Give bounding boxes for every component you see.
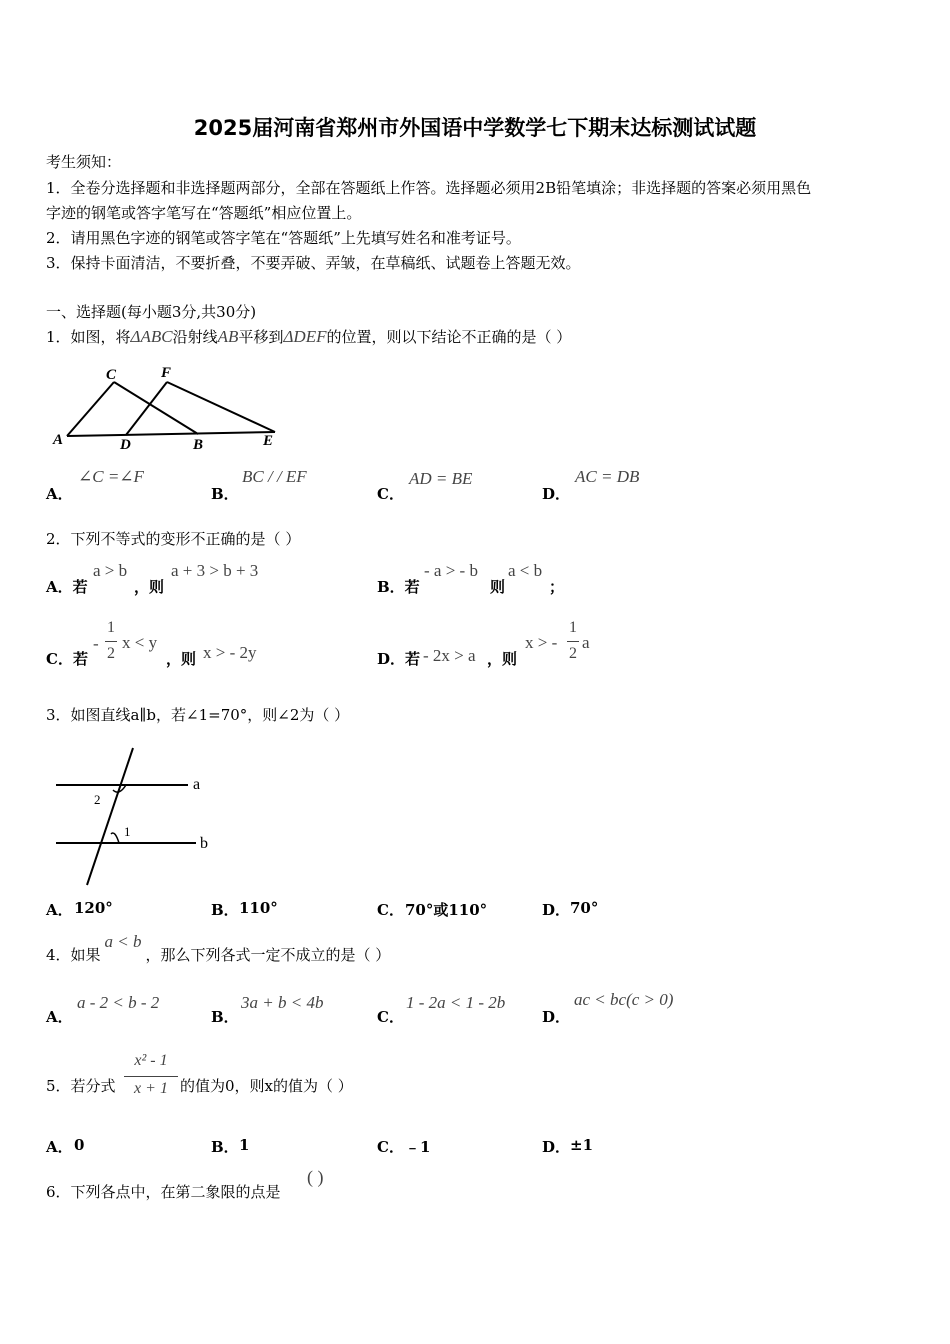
notice-item-1b: 字迹的钢笔或答字笔写在“答题纸”相应位置上。 [46, 204, 362, 222]
q1-option-d[interactable]: AC = DB [575, 467, 640, 486]
q2-option-c-then: ，则 [166, 650, 197, 668]
question-1-stem: 1．如图，将ΔABC沿射线AB平移到ΔDEF的位置，则以下结论不正确的是（ ） [46, 327, 572, 346]
q5-frac-bar [124, 1076, 178, 1077]
q2-option-a-cond[interactable]: a > b [93, 561, 128, 580]
q4-option-c[interactable]: 1 - 2a < 1 - 2b [406, 993, 506, 1012]
q2-option-a-result[interactable]: a + 3 > b + 3 [171, 561, 259, 580]
notice-item-1a: 1．全卷分选择题和非选择题两部分，全部在答题纸上作答。选择题必须用2B铅笔填涂；非选择题的答案必须用黑色 [46, 179, 812, 197]
q2-option-a-then: ，则 [134, 578, 165, 596]
q2-option-b-then: 则 [490, 578, 506, 596]
q2-option-b-letter[interactable]: B．若 [377, 578, 420, 596]
notice-heading: 考生须知： [46, 153, 122, 171]
q3-option-a[interactable]: 120° [74, 899, 113, 917]
q2-option-d-frac-num: 1 [569, 619, 577, 636]
q5-option-c[interactable]: ﹣1 [405, 1138, 431, 1156]
q3-option-d-letter[interactable]: D． [542, 901, 571, 919]
question-5-prefix: 5．若分式 [46, 1077, 116, 1095]
q3-option-b[interactable]: 110° [239, 899, 278, 917]
q3-option-d[interactable]: 70° [570, 899, 599, 917]
q4-option-a-letter[interactable]: A． [46, 1008, 73, 1026]
q2-option-d-frac-den: 2 [569, 645, 577, 662]
q5-option-c-letter[interactable]: C． [377, 1138, 404, 1156]
q2-option-c-frac-bar [105, 641, 117, 642]
q2-option-c-cond[interactable]: x < y [122, 633, 158, 652]
label-angle-1: 1 [124, 824, 131, 839]
label-C: C [106, 367, 117, 383]
q2-option-c-letter[interactable]: C．若 [46, 650, 88, 668]
triangle-translation-figure [50, 362, 290, 454]
question-6-stem: 6．下列各点中，在第二象限的点是 [46, 1183, 281, 1201]
page-title: 2025届河南省郑州市外国语中学数学七下期末达标测试试题 [193, 116, 757, 140]
q4-option-b[interactable]: 3a + b < 4b [241, 993, 324, 1012]
question-6-paren: ( ) [307, 1167, 324, 1187]
q4-option-c-letter[interactable]: C． [377, 1008, 404, 1026]
parallel-lines-figure [50, 738, 220, 890]
q5-frac-num: x² - 1 [134, 1052, 168, 1069]
label-B: B [193, 437, 204, 453]
q2-option-b-result[interactable]: a < b [508, 561, 543, 580]
q2-option-c-minus: - [93, 634, 99, 653]
q2-option-c-frac-den: 2 [107, 645, 115, 662]
q1-option-c[interactable]: AD = BE [409, 469, 473, 488]
q2-option-d-result-post: a [582, 633, 590, 652]
question-3-stem: 3．如图直线a∥b，若∠1=70°，则∠2为（ ） [46, 706, 350, 724]
q2-option-c-frac-num: 1 [107, 619, 115, 636]
q5-option-d-letter[interactable]: D． [542, 1138, 571, 1156]
q5-option-a-letter[interactable]: A． [46, 1138, 73, 1156]
q2-option-d-frac-bar [567, 641, 579, 642]
q1-option-c-letter[interactable]: C． [377, 485, 404, 503]
q3-option-a-letter[interactable]: A． [46, 901, 73, 919]
q4-option-d-letter[interactable]: D． [542, 1008, 571, 1026]
label-E: E [263, 433, 274, 449]
q5-option-b[interactable]: 1 [239, 1136, 250, 1154]
q2-option-b-cond[interactable]: - a > - b [424, 561, 478, 580]
label-angle-2: 2 [94, 792, 101, 807]
q5-frac-den: x + 1 [134, 1080, 168, 1097]
q5-option-a[interactable]: 0 [74, 1136, 85, 1154]
label-line-b: b [200, 835, 208, 852]
q5-option-d[interactable]: ±1 [570, 1136, 594, 1154]
notice-item-3: 3．保持卡面清洁，不要折叠，不要弄破、弄皱，在草稿纸、试题卷上答题无效。 [46, 254, 581, 272]
section-heading: 一、选择题(每小题3分,共30分) [46, 303, 257, 321]
label-D: D [120, 437, 131, 453]
notice-item-2: 2．请用黑色字迹的钢笔或答字笔在“答题纸”上先填写姓名和准考证号。 [46, 229, 521, 247]
label-A: A [53, 432, 64, 448]
q4-option-d[interactable]: ac < bc(c > 0) [574, 990, 674, 1009]
q1-option-d-letter[interactable]: D． [542, 485, 571, 503]
q2-option-d-letter[interactable]: D．若 [377, 650, 421, 668]
q4-option-a[interactable]: a - 2 < b - 2 [77, 993, 160, 1012]
q2-option-d-result-pre[interactable]: x > - [525, 633, 558, 652]
q1-option-a[interactable]: ∠C =∠F [78, 467, 144, 486]
q2-option-c-result[interactable]: x > - 2y [203, 643, 257, 662]
q2-option-d-cond[interactable]: - 2x > a [423, 646, 476, 665]
q1-option-a-letter[interactable]: A． [46, 485, 73, 503]
q2-option-a-letter[interactable]: A．若 [46, 578, 88, 596]
q5-option-b-letter[interactable]: B． [211, 1138, 239, 1156]
label-line-a: a [193, 776, 201, 793]
q2-option-b-end: ； [549, 578, 565, 596]
question-5-stem: 的值为0，则x的值为（ ） [180, 1077, 353, 1095]
q4-option-b-letter[interactable]: B． [211, 1008, 239, 1026]
q3-option-b-letter[interactable]: B． [211, 901, 239, 919]
q3-option-c[interactable]: 70°或110° [405, 901, 488, 919]
label-F: F [161, 365, 172, 381]
question-4-stem: 4．如果a < b，那么下列各式一定不成立的是（ ） [46, 932, 391, 964]
q3-option-c-letter[interactable]: C． [377, 901, 404, 919]
question-2-stem: 2．下列不等式的变形不正确的是（ ） [46, 530, 301, 548]
q1-option-b[interactable]: BC / / EF [242, 467, 307, 486]
q1-option-b-letter[interactable]: B． [211, 485, 239, 503]
q2-option-d-then: ，则 [487, 650, 518, 668]
